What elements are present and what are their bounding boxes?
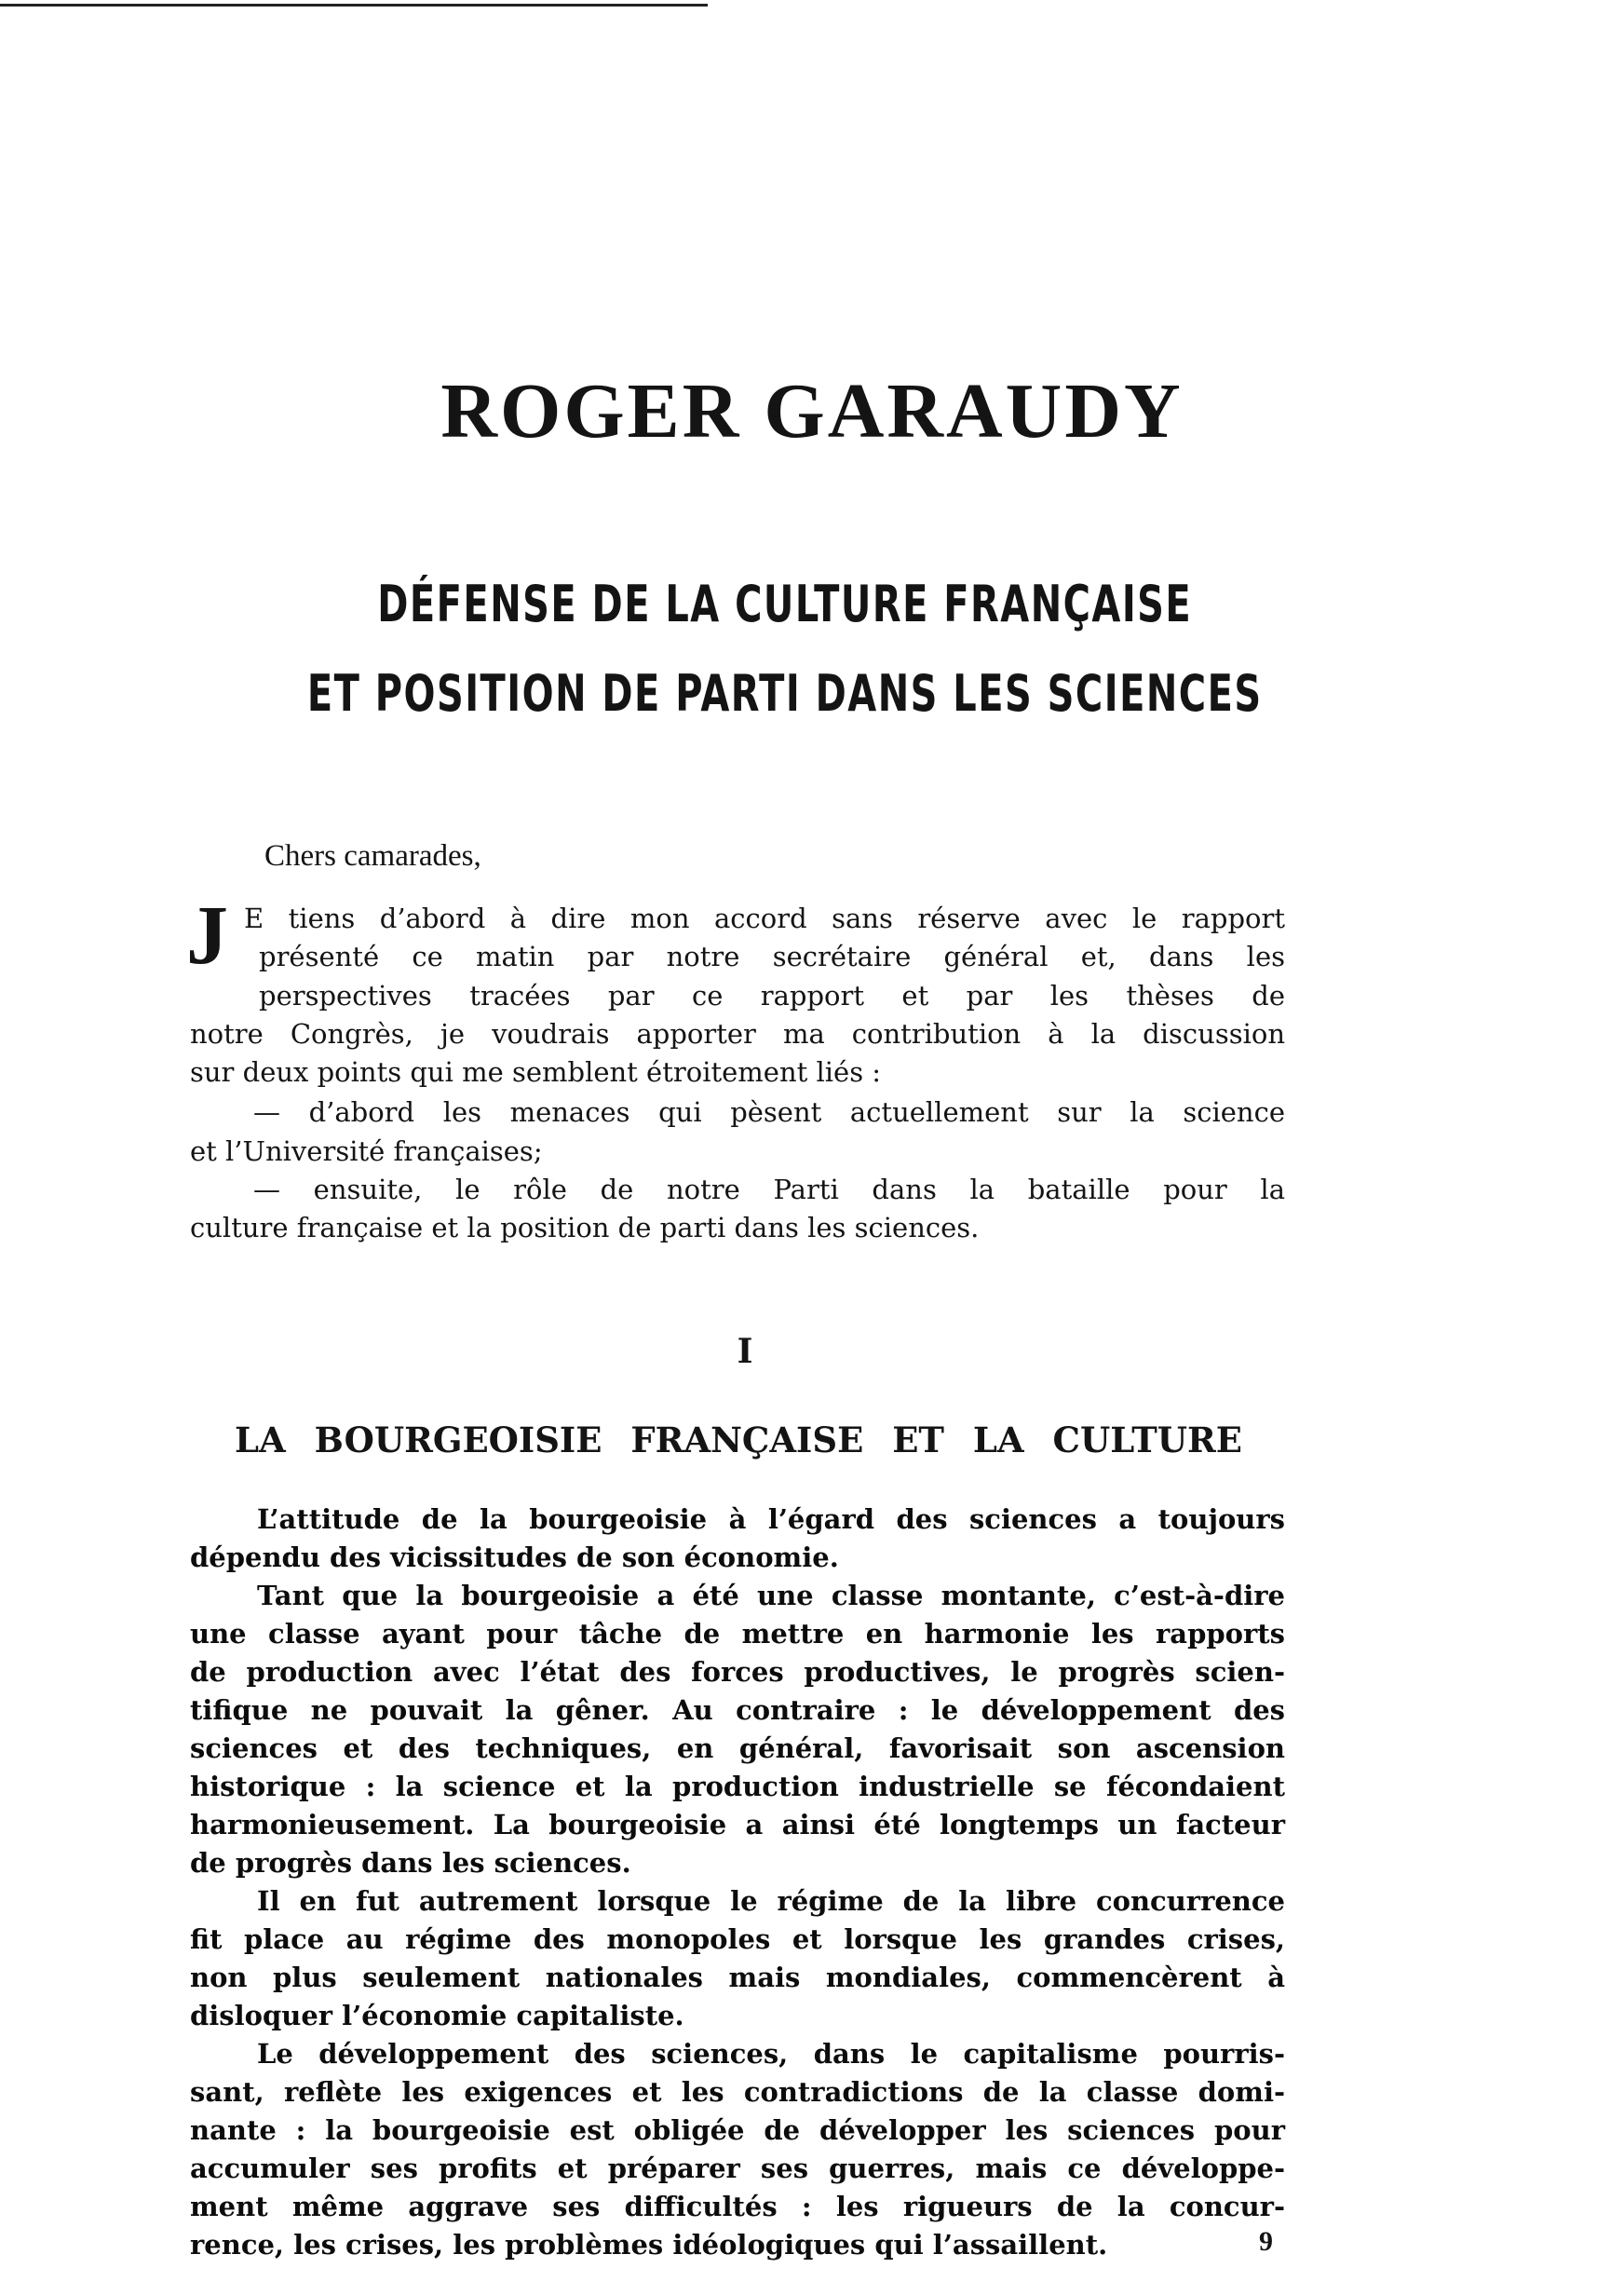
section-line: ment même aggrave ses difficultés : les rigueurs de la concur-: [190, 2191, 1285, 2222]
section-line: disloquer l’économie capitaliste.: [190, 2000, 684, 2031]
title-line-1: DÉFENSE DE LA CULTURE FRANÇAISE: [377, 575, 1193, 633]
section-line: accumuler ses profits et préparer ses guerres, mais ce développe-: [190, 2152, 1285, 2184]
top-rule: [0, 4, 708, 7]
section-line: nante : la bourgeoisie est obligée de développer les sciences pour: [190, 2114, 1285, 2146]
intro-line: notre Congrès, je voudrais apporter ma contribution à la discussion: [190, 1018, 1285, 1050]
salutation: Chers camarades,: [264, 839, 481, 873]
section-line: de progrès dans les sciences.: [190, 1847, 631, 1879]
section-line: harmonieusement. La bourgeoisie a ainsi été longtemps un facteur: [190, 1809, 1285, 1840]
section-line: une classe ayant pour tâche de mettre en harmonie les rapports: [190, 1618, 1285, 1650]
section-line: de production avec l’état des forces productives, le progrès scien-: [190, 1656, 1285, 1688]
section-line: rence, les crises, les problèmes idéologiques qui l’assaillent.: [190, 2229, 1108, 2261]
intro-line: culture française et la position de parti dans les sciences.: [190, 1212, 980, 1243]
section-line: Il en fut autrement lorsque le régime de la libre concurrence: [257, 1885, 1285, 1917]
section-line: Le développement des sciences, dans le capitalisme pourris-: [257, 2038, 1285, 2070]
intro-line: sur deux points qui me semblent étroitement liés :: [190, 1056, 882, 1088]
intro-line: perspectives tracées par ce rapport et par les thèses de: [259, 980, 1285, 1012]
section-line: L’attitude de la bourgeoisie à l’égard des sciences a toujours: [257, 1503, 1285, 1535]
title-line-2: ET POSITION DE PARTI DANS LES SCIENCES: [306, 664, 1263, 723]
section-line: fit place au régime des monopoles et lorsque les grandes crises,: [190, 1923, 1285, 1955]
drop-cap: J: [186, 889, 228, 982]
page-number: 9: [1259, 2226, 1273, 2257]
section-line: dépendu des vicissitudes de son économie.: [190, 1541, 839, 1573]
intro-line: présenté ce matin par notre secrétaire général et, dans les: [259, 941, 1285, 972]
section-line: historique : la science et la production industrielle se fécondaient: [190, 1771, 1285, 1802]
section-title: LA BOURGEOISIE FRANÇAISE ET LA CULTURE: [235, 1419, 1242, 1460]
section-line: tifique ne pouvait la gêner. Au contraire : le développement des: [190, 1694, 1285, 1726]
section-line: sant, reflète les exigences et les contradictions de la classe domi-: [190, 2076, 1285, 2108]
intro-line: — d’abord les menaces qui pèsent actuellement sur la science: [253, 1096, 1285, 1128]
section-line: sciences et des techniques, en général, favorisait son ascension: [190, 1732, 1285, 1764]
section-line: non plus seulement nationales mais mondiales, commencèrent à: [190, 1962, 1285, 1993]
section-number: I: [737, 1332, 753, 1371]
intro-line: E tiens d’abord à dire mon accord sans réserve avec le rapport: [244, 903, 1285, 934]
intro-line: — ensuite, le rôle de notre Parti dans la bataille pour la: [253, 1174, 1285, 1205]
intro-line: et l’Université françaises;: [190, 1135, 543, 1167]
section-line: Tant que la bourgeoisie a été une classe montante, c’est-à-dire: [257, 1580, 1285, 1611]
author-name: ROGER GARAUDY: [440, 368, 1184, 455]
